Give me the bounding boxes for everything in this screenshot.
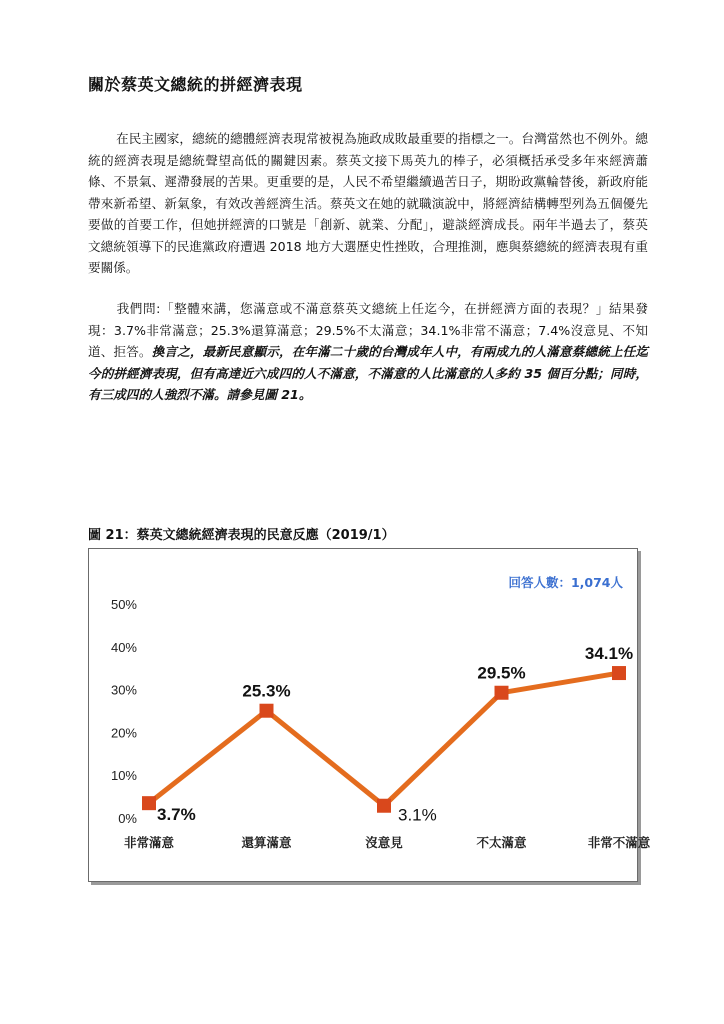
y-tick-label: 30% [110, 682, 137, 698]
document-title: 關於蔡英文總統的拼經濟表現 [88, 75, 303, 94]
x-category-label: 沒意見 [365, 835, 403, 850]
data-label: 3.1% [398, 805, 437, 825]
intro-text: 在民主國家，總統的總體經濟表現常被視為施政成敗最重要的指標之一。台灣當然也不例外。總統的經濟表現是總統聲望高低的關鍵因素。蔡英文接下馬英九的棒子，必須概括承受多年來經濟蕭條、不景氣、遲滯發展的苦果。更重要的是，人民不希望繼續過苦日子，期盼政黨輪替後，新政府能帶來新希望、新氣象，有效改善經濟生活。蔡英文在她的就職演說中，將經濟結構轉型列為五個優先要做的首要工作，但她拼經濟的口號是「創新、就業、分配」，避談經濟成長。兩年半過去了，蔡英文總統領導下的民進黨政府遭遇 2018 地方大選歷史性挫敗，合理推測，應與蔡總統的經濟表現有重要關係。 [88, 131, 648, 275]
x-category-label: 非常不滿意 [587, 835, 651, 850]
findings-emphasis: 換言之，最新民意顯示，在年滿二十歲的台灣成年人中，有兩成九的人滿意蔡總統上任迄今的拼經濟表現，但有高達近六成四的人不滿意，不滿意的人比滿意的人多約 35 個百分點；同時，有三成四的人強烈不滿。請參見圖 21。 [88, 344, 649, 402]
findings-paragraph [88, 298, 648, 406]
figure-caption: 圖 21：蔡英文總統經濟表現的民意反應（2019/1） [88, 528, 395, 543]
respondent-count: 回答人數：1,074人 [508, 575, 623, 590]
y-tick-label: 10% [110, 768, 137, 784]
data-label: 29.5% [477, 663, 526, 683]
chart-frame [88, 548, 651, 882]
intro-paragraph [88, 128, 648, 279]
data-label: 25.3% [242, 681, 291, 701]
x-category-label: 非常滿意 [123, 835, 175, 850]
data-label: 34.1% [584, 644, 634, 664]
data-label: 3.7% [157, 805, 196, 825]
y-tick-label: 40% [110, 639, 137, 655]
x-category-label: 不太滿意 [476, 835, 527, 850]
series-line [149, 673, 619, 806]
y-tick-label: 20% [110, 725, 137, 741]
x-category-label: 還算滿意 [241, 835, 292, 850]
line-chart [89, 549, 651, 881]
data-point-marker [495, 686, 509, 700]
data-point-marker [377, 799, 391, 813]
data-point-marker [142, 796, 156, 810]
y-tick-label: 50% [110, 597, 137, 612]
findings-text: 我們問:「整體來講，您滿意或不滿意蔡英文總統上任迄今，在拼經濟方面的表現？」結果發現：3.7%非常滿意；25.3%還算滿意；29.5%不太滿意；34.1%非常不滿意；7.4%沒意見、不知道、拒答。 [88, 301, 648, 359]
data-point-marker [260, 704, 274, 718]
data-point-marker [612, 666, 626, 680]
y-tick-label: 0% [118, 811, 137, 826]
